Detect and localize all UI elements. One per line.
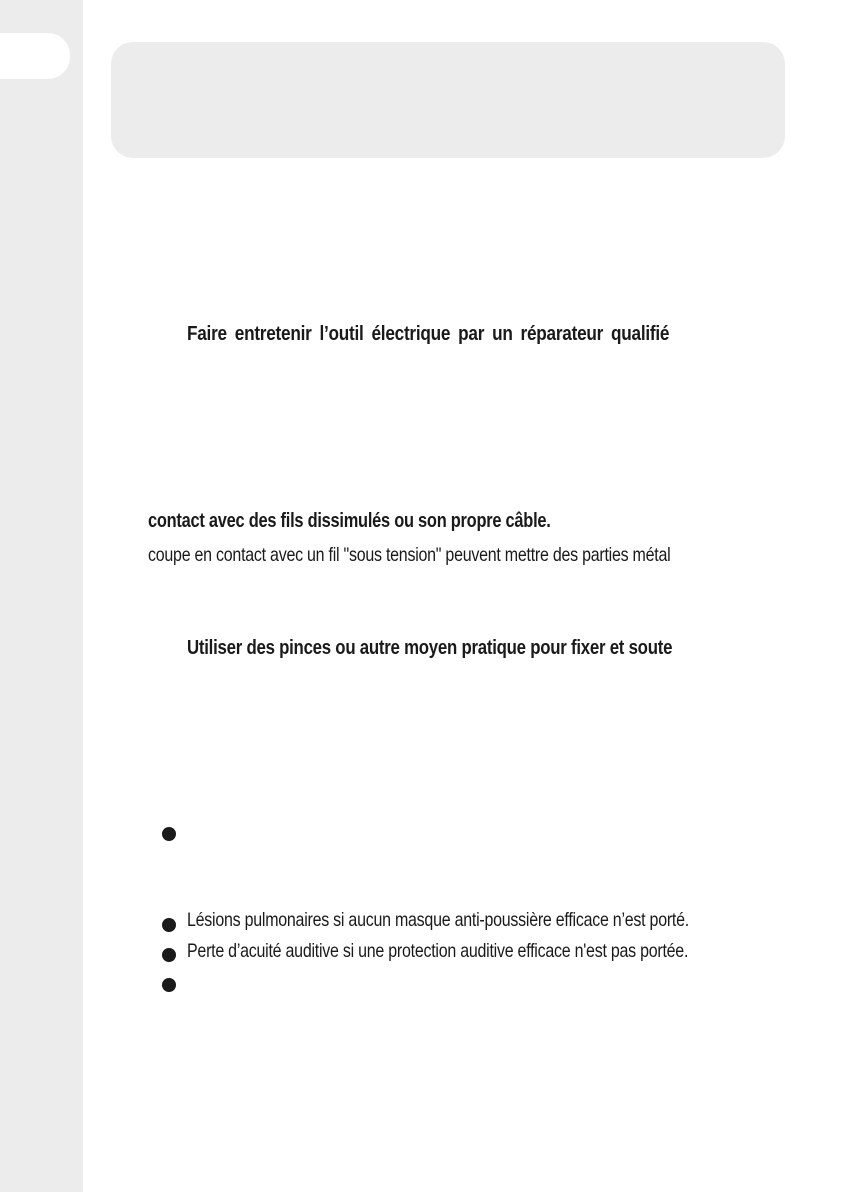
page-tab-marker [0,33,70,79]
bullet-item-hearing: Perte d’acuité auditive si une protection auditive efficace n'est pas portée. [187,940,689,962]
heading-hidden-wires: contact avec des fils dissimulés ou son propre câble. [148,510,551,532]
bullet-icon [162,978,176,992]
header-panel [111,42,785,158]
bullet-icon [162,918,176,932]
bullet-item-lungs: Lésions pulmonaires si aucun masque anti-poussière efficace n’est porté. [187,909,689,931]
heading-maintenance: Faire entretenir l’outil électrique par un réparateur qualifié [187,323,670,345]
heading-clamps: Utiliser des pinces ou autre moyen pratique pour fixer et soute [187,636,673,659]
paragraph-live-wire: coupe en contact avec un fil "sous tension" peuvent mettre des parties métal [148,544,671,566]
side-margin-strip [0,0,83,1192]
bullet-icon [162,948,176,962]
bullet-icon [162,827,176,841]
